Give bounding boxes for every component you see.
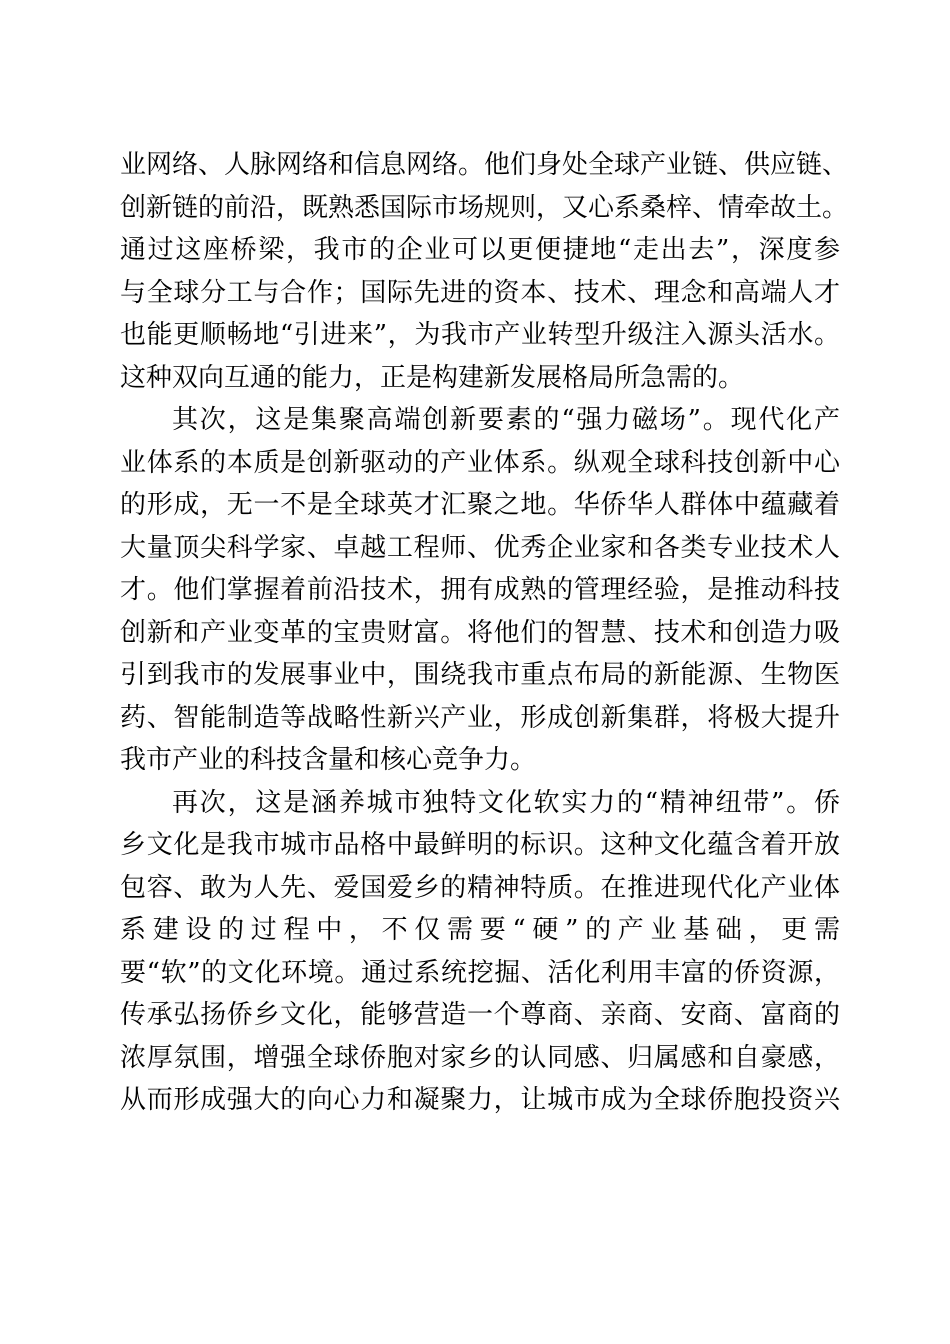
text-line: 引到我市的发展事业中，围绕我市重点布局的新能源、生物医 bbox=[120, 660, 840, 690]
text-line: 乡文化是我市城市品格中最鲜明的标识。这种文化蕴含着开放 bbox=[120, 830, 840, 860]
text-line: 创新和产业变革的宝贵财富。将他们的智慧、技术和创造力吸 bbox=[120, 617, 840, 648]
text-line: 药、智能制造等战略性新兴产业，形成创新集群，将极大提升 bbox=[120, 702, 840, 733]
text-line: 浓厚氛围，增强全球侨胞对家乡的认同感、归属感和自豪感， bbox=[120, 1042, 840, 1073]
text-line: 也能更顺畅地“引进来”，为我市产业转型升级注入源头活水。 bbox=[120, 320, 840, 350]
text-line: 创新链的前沿，既熟悉国际市场规则，又心系桑梓、情牵故土。 bbox=[120, 192, 849, 223]
text-line: 业网络、人脉网络和信息网络。他们身处全球产业链、供应链、 bbox=[120, 150, 849, 180]
text-line: 这种双向互通的能力，正是构建新发展格局所急需的。 bbox=[120, 362, 745, 393]
text-line: 从而形成强大的向心力和凝聚力，让城市成为全球侨胞投资兴 bbox=[120, 1085, 840, 1115]
text-line: 业体系的本质是创新驱动的产业体系。纵观全球科技创新中心 bbox=[120, 447, 840, 478]
paragraph-start-line: 再次，这是涵养城市独特文化软实力的“精神纽带”。侨 bbox=[172, 787, 840, 818]
text-line: 的形成，无一不是全球英才汇聚之地。华侨华人群体中蕴藏着 bbox=[120, 490, 840, 520]
text-line: 我市产业的科技含量和核心竞争力。 bbox=[120, 745, 537, 775]
text-line: 系建设的过程中，不仅需要“硬”的产业基础，更需 bbox=[120, 915, 840, 945]
text-line: 包容、敢为人先、爱国爱乡的精神特质。在推进现代化产业体 bbox=[120, 872, 840, 903]
text-line: 通过这座桥梁，我市的企业可以更便捷地“走出去”，深度参 bbox=[120, 235, 840, 265]
text-line: 传承弘扬侨乡文化，能够营造一个尊商、亲商、安商、富商的 bbox=[120, 1000, 840, 1030]
text-line: 大量顶尖科学家、卓越工程师、优秀企业家和各类专业技术人 bbox=[120, 532, 840, 563]
text-line: 要“软”的文化环境。通过系统挖掘、活化利用丰富的侨资源， bbox=[120, 957, 840, 988]
text-line: 与全球分工与合作；国际先进的资本、技术、理念和高端人才 bbox=[120, 277, 840, 308]
body-text bbox=[120, 144, 849, 1122]
text-line: 才。他们掌握着前沿技术，拥有成熟的管理经验，是推动科技 bbox=[120, 575, 840, 605]
paragraph-start-line: 其次，这是集聚高端创新要素的“强力磁场”。现代化产 bbox=[172, 405, 840, 435]
